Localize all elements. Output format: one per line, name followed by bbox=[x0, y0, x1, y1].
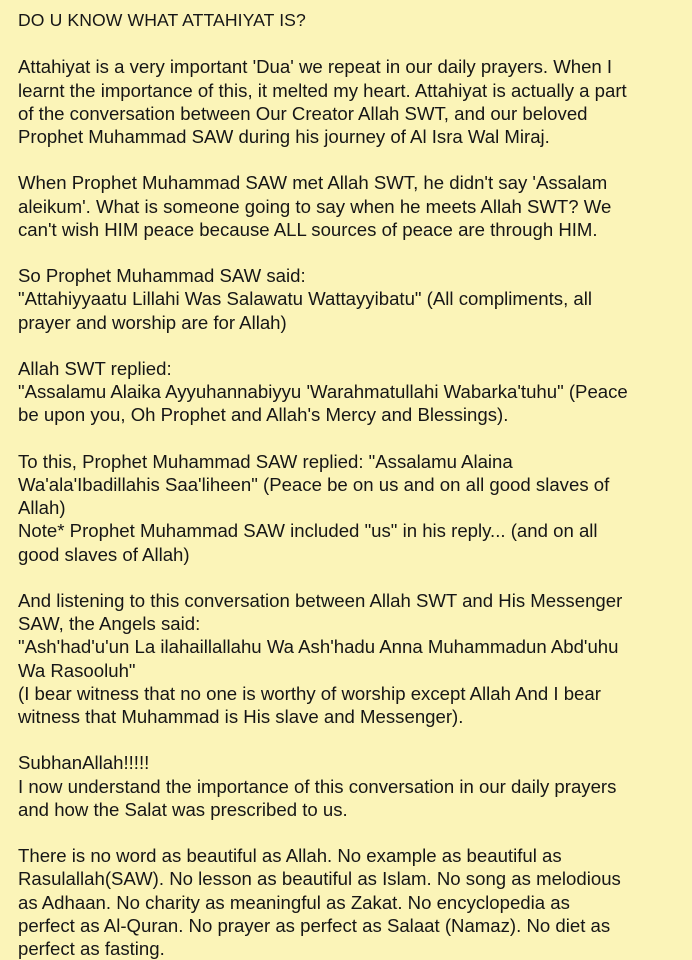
text-line: Attahiyat is a very important 'Dua' we repeat in our daily prayers. When I bbox=[18, 56, 613, 78]
paragraph bbox=[18, 55, 680, 148]
text-line: witness that Muhammad is His slave and Messenger). bbox=[18, 706, 464, 727]
text-line: aleikum'. What is someone going to say when he meets Allah SWT? We bbox=[18, 195, 612, 217]
text-line: can't wish HIM peace because ALL sources of peace are through HIM. bbox=[18, 218, 598, 240]
text-line: as Adhaan. No charity as meaningful as Zakat. No encyclopedia as bbox=[18, 891, 570, 913]
text-line: prayer and worship are for Allah) bbox=[18, 311, 287, 333]
text-line: "Attahiyyaatu Lillahi Was Salawatu Wattayyibatu" (All compliments, all bbox=[18, 288, 592, 310]
text-line: "Ash'had'u'un La ilahaillallahu Wa Ash'hadu Anna Muhammadun Abd'uhu bbox=[18, 636, 619, 658]
text-line: There is no word as beautiful as Allah. No example as beautiful as bbox=[18, 845, 562, 867]
text-line: When Prophet Muhammad SAW met Allah SWT, he didn't say 'Assalam bbox=[18, 172, 608, 194]
text-line: Rasulallah(SAW). No lesson as beautiful as Islam. No song as melodious bbox=[18, 868, 621, 890]
text-line: To this, Prophet Muhammad SAW replied: "Assalamu Alaina bbox=[18, 450, 513, 472]
document-body bbox=[18, 55, 680, 960]
paragraph bbox=[18, 264, 680, 334]
text-line: Prophet Muhammad SAW during his journey of Al Isra Wal Miraj. bbox=[18, 126, 550, 147]
text-line: be upon you, Oh Prophet and Allah's Mercy and Blessings). bbox=[18, 404, 509, 426]
text-line: learnt the importance of this, it melted my heart. Attahiyat is actually a part bbox=[18, 79, 627, 101]
text-line: And listening to this conversation between Allah SWT and His Messenger bbox=[18, 589, 623, 611]
text-line: Wa'ala'Ibadillahis Saa'liheen" (Peace be on us and on all good slaves of bbox=[18, 473, 610, 495]
text-line: perfect as fasting. bbox=[18, 938, 165, 959]
text-line: and how the Salat was prescribed to us. bbox=[18, 798, 348, 820]
text-line: SAW, the Angels said: bbox=[18, 613, 201, 635]
text-line: Note* Prophet Muhammad SAW included "us" in his reply... (and on all bbox=[18, 520, 598, 542]
paragraph bbox=[18, 357, 680, 427]
text-line: So Prophet Muhammad SAW said: bbox=[18, 265, 306, 287]
text-line: Allah SWT replied: bbox=[18, 357, 172, 379]
paragraph bbox=[18, 171, 680, 241]
paragraph bbox=[18, 589, 680, 728]
text-line: Allah) bbox=[18, 497, 66, 519]
paragraph bbox=[18, 751, 680, 821]
paragraph bbox=[18, 844, 680, 960]
document-title: DO U KNOW WHAT ATTAHIYAT IS? bbox=[18, 10, 306, 30]
text-line: good slaves of Allah) bbox=[18, 543, 190, 565]
text-line: (I bear witness that no one is worthy of worship except Allah And I bear bbox=[18, 682, 601, 704]
text-line: Wa Rasooluh" bbox=[18, 659, 136, 681]
text-line: "Assalamu Alaika Ayyuhannabiyyu 'Warahmatullahi Wabarka'tuhu" (Peace bbox=[18, 381, 628, 403]
text-line: SubhanAllah!!!!! bbox=[18, 752, 150, 774]
paragraph bbox=[18, 450, 680, 566]
text-line: of the conversation between Our Creator Allah SWT, and our beloved bbox=[18, 102, 588, 124]
text-line: I now understand the importance of this conversation in our daily prayers bbox=[18, 775, 617, 797]
text-line: perfect as Al-Quran. No prayer as perfect as Salaat (Namaz). No diet as bbox=[18, 914, 611, 936]
